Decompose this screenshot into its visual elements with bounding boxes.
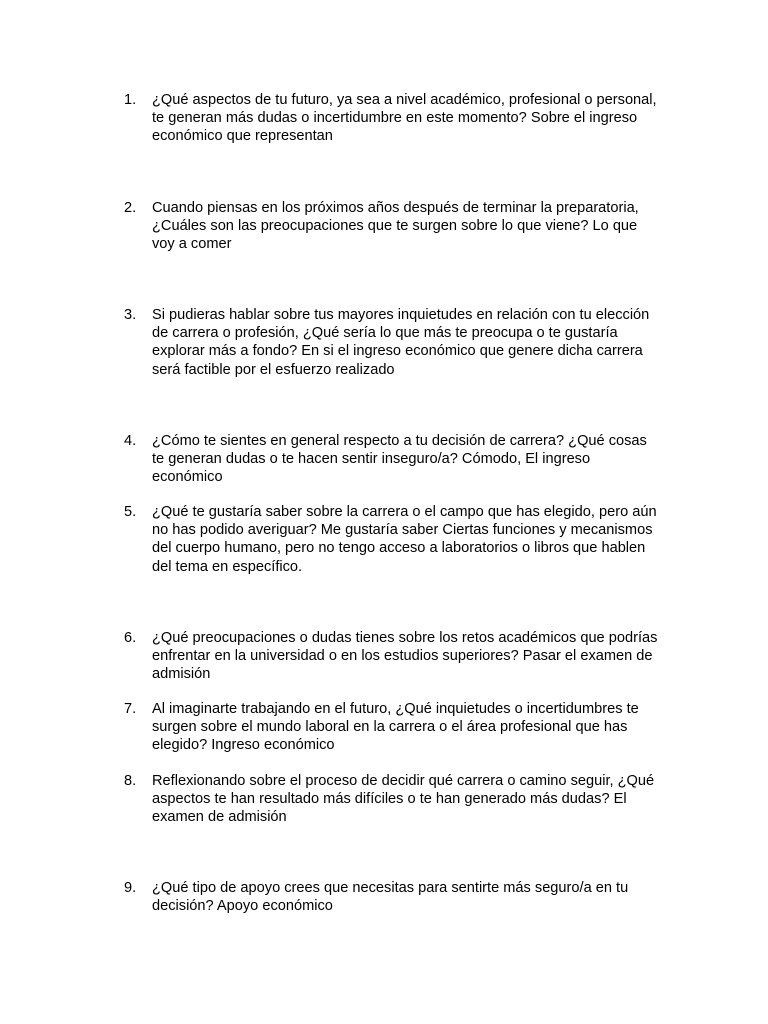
question-text: ¿Cómo te sientes en general respecto a tu decisión de carrera? ¿Qué cosas te generan dudas o te hacen sentir inseguro/a? Cómodo, El ingreso económico bbox=[152, 433, 647, 486]
question-text: Reflexionando sobre el proceso de decidir qué carrera o camino seguir, ¿Qué aspectos te han resultado más difíciles o te han generado más dudas? El examen de admisión bbox=[152, 773, 655, 826]
question-text: Si pudieras hablar sobre tus mayores inquietudes en relación con tu elección de carrera o profesión, ¿Qué sería lo que más te preocupa o te gustaría explorar más a fondo? En si el ingreso económico que genere dicha carrera será factible por el esfuerzo realizado bbox=[152, 307, 650, 378]
question-number: 2. bbox=[124, 200, 137, 216]
question-number: 7. bbox=[124, 701, 137, 717]
question-number: 1. bbox=[124, 92, 137, 108]
question-number: 8. bbox=[124, 773, 137, 789]
question-text: Al imaginarte trabajando en el futuro, ¿Qué inquietudes o incertidumbres te surgen sobre el mundo laboral en la carrera o el área profesional que has elegido? Ingreso económico bbox=[152, 701, 639, 754]
question-text: ¿Qué preocupaciones o dudas tienes sobre los retos académicos que podrías enfrentar en la universidad o en los estudios superiores? Pasar el examen de admisión bbox=[152, 630, 658, 683]
question-text: ¿Qué te gustaría saber sobre la carrera o el campo que has elegido, pero aún no has podido averiguar? Me gustaría saber Ciertas funciones y mecanismos del cuerpo humano, pero no tengo acceso a laboratorios o libros que hablen del tema en específico. bbox=[152, 504, 657, 575]
question-number: 3. bbox=[124, 307, 137, 323]
question-number: 4. bbox=[124, 433, 137, 449]
question-text: ¿Qué aspectos de tu futuro, ya sea a nivel académico, profesional o personal, te generan más dudas o incertidumbre en este momento? Sobre el ingreso económico que representan bbox=[152, 92, 657, 145]
question-number: 6. bbox=[124, 630, 137, 646]
question-number: 5. bbox=[124, 504, 137, 520]
question-text: Cuando piensas en los próximos años después de terminar la preparatoria, ¿Cuáles son las preocupaciones que te surgen sobre lo que viene? Lo que voy a comer bbox=[152, 200, 639, 253]
question-number: 9. bbox=[124, 880, 137, 896]
question-text: ¿Qué tipo de apoyo crees que necesitas para sentirte más seguro/a en tu decisión? Apoyo económico bbox=[152, 880, 629, 915]
